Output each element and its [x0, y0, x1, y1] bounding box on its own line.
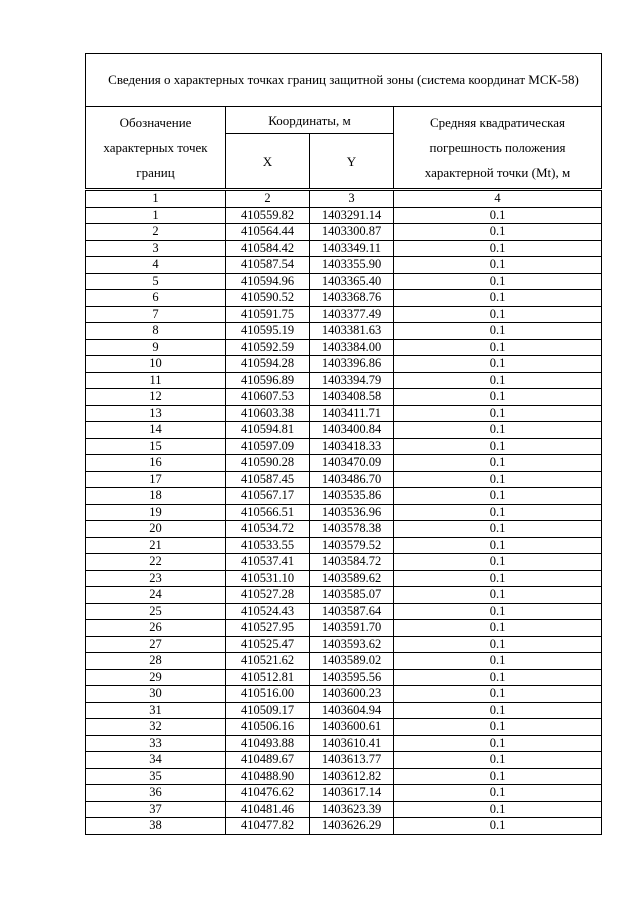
x-coordinate-cell: 410533.55 [226, 537, 310, 554]
table-row [86, 356, 602, 373]
y-coordinate-cell: 1403408.58 [310, 389, 394, 406]
y-coordinate-cell: 1403381.63 [310, 323, 394, 340]
error-cell: 0.1 [394, 455, 602, 472]
table-row [86, 389, 602, 406]
point-number-cell: 13 [86, 405, 226, 422]
error-cell: 0.1 [394, 570, 602, 587]
y-coordinate-cell: 1403623.39 [310, 801, 394, 818]
point-number-cell: 2 [86, 224, 226, 241]
x-coordinate-cell: 410489.67 [226, 752, 310, 769]
error-cell: 0.1 [394, 537, 602, 554]
error-cell: 0.1 [394, 207, 602, 224]
point-number-cell: 36 [86, 785, 226, 802]
point-number-cell: 17 [86, 471, 226, 488]
error-cell: 0.1 [394, 438, 602, 455]
error-cell: 0.1 [394, 603, 602, 620]
y-coordinate-cell: 1403617.14 [310, 785, 394, 802]
x-coordinate-cell: 410607.53 [226, 389, 310, 406]
column-number: 4 [394, 190, 602, 208]
y-coordinate-cell: 1403291.14 [310, 207, 394, 224]
point-number-cell: 18 [86, 488, 226, 505]
point-number-cell: 29 [86, 669, 226, 686]
point-number-cell: 23 [86, 570, 226, 587]
table-row [86, 504, 602, 521]
point-number-cell: 9 [86, 339, 226, 356]
y-coordinate-cell: 1403579.52 [310, 537, 394, 554]
table-row [86, 603, 602, 620]
error-cell: 0.1 [394, 339, 602, 356]
error-cell: 0.1 [394, 471, 602, 488]
y-coordinate-cell: 1403394.79 [310, 372, 394, 389]
table-row [86, 339, 602, 356]
header-x: X [226, 134, 310, 190]
point-number-cell: 35 [86, 768, 226, 785]
error-cell: 0.1 [394, 356, 602, 373]
x-coordinate-cell: 410567.17 [226, 488, 310, 505]
point-number-cell: 16 [86, 455, 226, 472]
header-y: Y [310, 134, 394, 190]
y-coordinate-cell: 1403610.41 [310, 735, 394, 752]
error-cell: 0.1 [394, 785, 602, 802]
y-coordinate-cell: 1403400.84 [310, 422, 394, 439]
table-row [86, 719, 602, 736]
x-coordinate-cell: 410587.45 [226, 471, 310, 488]
x-coordinate-cell: 410592.59 [226, 339, 310, 356]
table-row [86, 455, 602, 472]
y-coordinate-cell: 1403418.33 [310, 438, 394, 455]
x-coordinate-cell: 410590.28 [226, 455, 310, 472]
x-coordinate-cell: 410506.16 [226, 719, 310, 736]
x-coordinate-cell: 410524.43 [226, 603, 310, 620]
table-row [86, 438, 602, 455]
error-cell: 0.1 [394, 587, 602, 604]
x-coordinate-cell: 410534.72 [226, 521, 310, 538]
point-number-cell: 5 [86, 273, 226, 290]
point-number-cell: 20 [86, 521, 226, 538]
table-row [86, 620, 602, 637]
error-cell: 0.1 [394, 653, 602, 670]
x-coordinate-cell: 410477.82 [226, 818, 310, 835]
table-row [86, 669, 602, 686]
y-coordinate-cell: 1403589.62 [310, 570, 394, 587]
error-cell: 0.1 [394, 620, 602, 637]
x-coordinate-cell: 410584.42 [226, 240, 310, 257]
table-row [86, 422, 602, 439]
y-coordinate-cell: 1403377.49 [310, 306, 394, 323]
error-cell: 0.1 [394, 686, 602, 703]
header-error: Средняя квадратическая погрешность положения характерной точки (Mt), м [394, 107, 602, 190]
table-row [86, 801, 602, 818]
error-cell: 0.1 [394, 735, 602, 752]
error-cell: 0.1 [394, 323, 602, 340]
y-coordinate-cell: 1403349.11 [310, 240, 394, 257]
point-number-cell: 25 [86, 603, 226, 620]
y-coordinate-cell: 1403589.02 [310, 653, 394, 670]
table-row [86, 818, 602, 835]
table-row [86, 323, 602, 340]
point-number-cell: 19 [86, 504, 226, 521]
table-title: Сведения о характерных точках границ защитной зоны (система координат МСК-58) [86, 54, 602, 107]
y-coordinate-cell: 1403355.90 [310, 257, 394, 274]
table-row [86, 372, 602, 389]
table-row [86, 702, 602, 719]
error-cell: 0.1 [394, 372, 602, 389]
error-cell: 0.1 [394, 768, 602, 785]
point-number-cell: 31 [86, 702, 226, 719]
table-row [86, 240, 602, 257]
point-number-cell: 12 [86, 389, 226, 406]
y-coordinate-cell: 1403578.38 [310, 521, 394, 538]
point-number-cell: 30 [86, 686, 226, 703]
x-coordinate-cell: 410527.28 [226, 587, 310, 604]
table-row [86, 207, 602, 224]
point-number-cell: 14 [86, 422, 226, 439]
table-row [86, 257, 602, 274]
point-number-cell: 21 [86, 537, 226, 554]
y-coordinate-cell: 1403587.64 [310, 603, 394, 620]
table-row [86, 521, 602, 538]
x-coordinate-cell: 410603.38 [226, 405, 310, 422]
error-cell: 0.1 [394, 669, 602, 686]
table-row [86, 686, 602, 703]
table-row [86, 554, 602, 571]
table-row [86, 768, 602, 785]
x-coordinate-cell: 410516.00 [226, 686, 310, 703]
error-cell: 0.1 [394, 240, 602, 257]
error-cell: 0.1 [394, 702, 602, 719]
error-cell: 0.1 [394, 521, 602, 538]
boundary-points-table [85, 53, 602, 835]
x-coordinate-cell: 410509.17 [226, 702, 310, 719]
y-coordinate-cell: 1403365.40 [310, 273, 394, 290]
y-coordinate-cell: 1403584.72 [310, 554, 394, 571]
x-coordinate-cell: 410537.41 [226, 554, 310, 571]
x-coordinate-cell: 410595.19 [226, 323, 310, 340]
point-number-cell: 37 [86, 801, 226, 818]
table-row [86, 488, 602, 505]
x-coordinate-cell: 410488.90 [226, 768, 310, 785]
y-coordinate-cell: 1403591.70 [310, 620, 394, 637]
table-row [86, 735, 602, 752]
y-coordinate-cell: 1403300.87 [310, 224, 394, 241]
error-cell: 0.1 [394, 224, 602, 241]
x-coordinate-cell: 410590.52 [226, 290, 310, 307]
point-number-cell: 11 [86, 372, 226, 389]
table-row [86, 570, 602, 587]
table-row [86, 405, 602, 422]
x-coordinate-cell: 410591.75 [226, 306, 310, 323]
error-cell: 0.1 [394, 405, 602, 422]
point-number-cell: 1 [86, 207, 226, 224]
x-coordinate-cell: 410564.44 [226, 224, 310, 241]
point-number-cell: 34 [86, 752, 226, 769]
x-coordinate-cell: 410531.10 [226, 570, 310, 587]
x-coordinate-cell: 410594.81 [226, 422, 310, 439]
y-coordinate-cell: 1403535.86 [310, 488, 394, 505]
error-cell: 0.1 [394, 801, 602, 818]
column-number: 2 [226, 190, 310, 208]
table-row [86, 785, 602, 802]
table-row [86, 471, 602, 488]
x-coordinate-cell: 410587.54 [226, 257, 310, 274]
error-cell: 0.1 [394, 488, 602, 505]
y-coordinate-cell: 1403470.09 [310, 455, 394, 472]
x-coordinate-cell: 410527.95 [226, 620, 310, 637]
header-designation: Обозначение характерных точек границ [86, 107, 226, 190]
x-coordinate-cell: 410594.28 [226, 356, 310, 373]
point-number-cell: 22 [86, 554, 226, 571]
y-coordinate-cell: 1403536.96 [310, 504, 394, 521]
table-row [86, 653, 602, 670]
y-coordinate-cell: 1403368.76 [310, 290, 394, 307]
x-coordinate-cell: 410493.88 [226, 735, 310, 752]
x-coordinate-cell: 410525.47 [226, 636, 310, 653]
y-coordinate-cell: 1403626.29 [310, 818, 394, 835]
column-number: 1 [86, 190, 226, 208]
table-row [86, 636, 602, 653]
y-coordinate-cell: 1403593.62 [310, 636, 394, 653]
point-number-cell: 6 [86, 290, 226, 307]
error-cell: 0.1 [394, 389, 602, 406]
x-coordinate-cell: 410597.09 [226, 438, 310, 455]
point-number-cell: 10 [86, 356, 226, 373]
point-number-cell: 27 [86, 636, 226, 653]
y-coordinate-cell: 1403613.77 [310, 752, 394, 769]
error-cell: 0.1 [394, 818, 602, 835]
error-cell: 0.1 [394, 273, 602, 290]
point-number-cell: 8 [86, 323, 226, 340]
table-row [86, 752, 602, 769]
y-coordinate-cell: 1403612.82 [310, 768, 394, 785]
error-cell: 0.1 [394, 504, 602, 521]
x-coordinate-cell: 410566.51 [226, 504, 310, 521]
x-coordinate-cell: 410476.62 [226, 785, 310, 802]
table-row [86, 306, 602, 323]
x-coordinate-cell: 410596.89 [226, 372, 310, 389]
x-coordinate-cell: 410594.96 [226, 273, 310, 290]
error-cell: 0.1 [394, 422, 602, 439]
y-coordinate-cell: 1403600.23 [310, 686, 394, 703]
x-coordinate-cell: 410512.81 [226, 669, 310, 686]
error-cell: 0.1 [394, 290, 602, 307]
point-number-cell: 7 [86, 306, 226, 323]
point-number-cell: 33 [86, 735, 226, 752]
table-row [86, 290, 602, 307]
x-coordinate-cell: 410521.62 [226, 653, 310, 670]
y-coordinate-cell: 1403604.94 [310, 702, 394, 719]
header-coordinates: Координаты, м [226, 107, 394, 134]
y-coordinate-cell: 1403486.70 [310, 471, 394, 488]
point-number-cell: 28 [86, 653, 226, 670]
y-coordinate-cell: 1403585.07 [310, 587, 394, 604]
point-number-cell: 24 [86, 587, 226, 604]
y-coordinate-cell: 1403600.61 [310, 719, 394, 736]
document-page [85, 53, 601, 835]
point-number-cell: 32 [86, 719, 226, 736]
point-number-cell: 26 [86, 620, 226, 637]
table-row [86, 537, 602, 554]
y-coordinate-cell: 1403411.71 [310, 405, 394, 422]
table-row [86, 587, 602, 604]
y-coordinate-cell: 1403384.00 [310, 339, 394, 356]
column-number: 3 [310, 190, 394, 208]
error-cell: 0.1 [394, 306, 602, 323]
error-cell: 0.1 [394, 752, 602, 769]
table-row [86, 273, 602, 290]
error-cell: 0.1 [394, 554, 602, 571]
point-number-cell: 15 [86, 438, 226, 455]
y-coordinate-cell: 1403595.56 [310, 669, 394, 686]
point-number-cell: 3 [86, 240, 226, 257]
error-cell: 0.1 [394, 719, 602, 736]
x-coordinate-cell: 410481.46 [226, 801, 310, 818]
error-cell: 0.1 [394, 257, 602, 274]
point-number-cell: 4 [86, 257, 226, 274]
y-coordinate-cell: 1403396.86 [310, 356, 394, 373]
column-numbers-row [86, 190, 602, 208]
x-coordinate-cell: 410559.82 [226, 207, 310, 224]
error-cell: 0.1 [394, 636, 602, 653]
point-number-cell: 38 [86, 818, 226, 835]
table-row [86, 224, 602, 241]
